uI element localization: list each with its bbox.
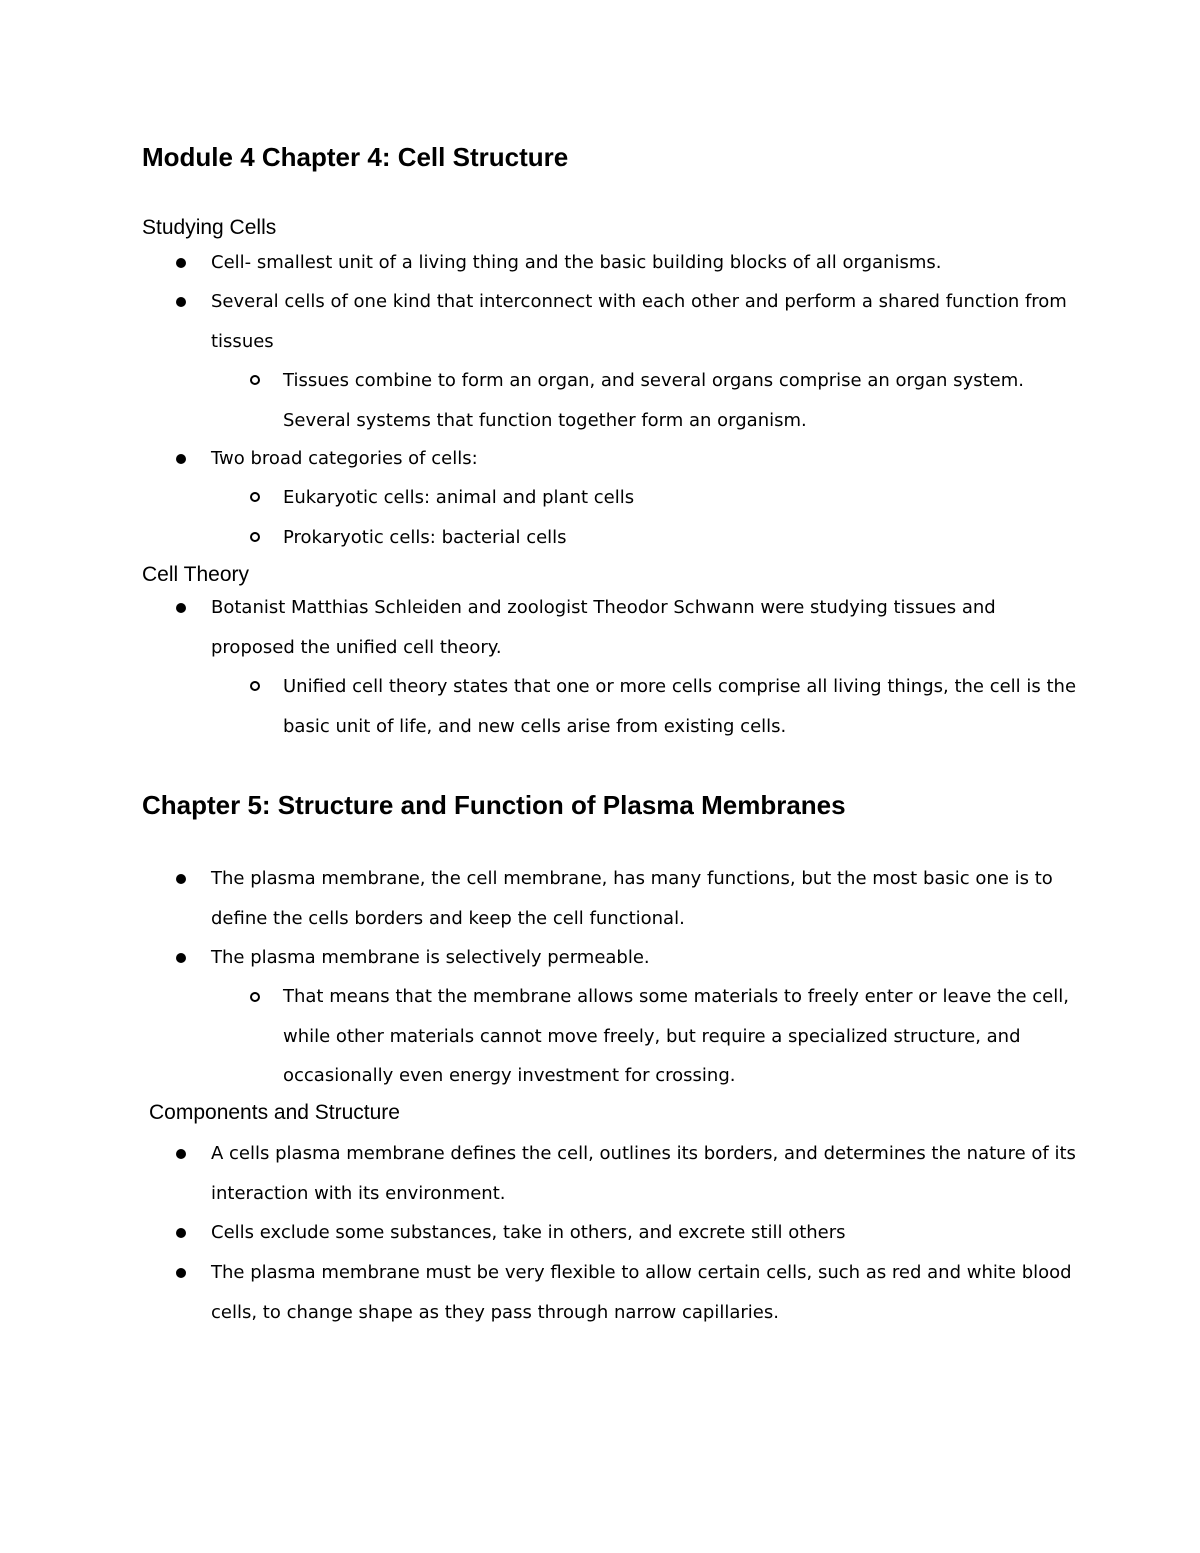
section-heading-components: Components and Structure (149, 1101, 400, 1124)
page-title: Module 4 Chapter 4: Cell Structure (142, 142, 569, 172)
list-item: That means that the membrane allows some materials to freely enter or leave the cell, while other materials cannot move freely, but require a specialized structure, and occasionally even energy investment for crossing. (283, 986, 1069, 1086)
chapter-title: Chapter 5: Structure and Function of Plasma Membranes (142, 790, 846, 820)
list-item: Cell- smallest unit of a living thing and the basic building blocks of all organisms. (211, 252, 942, 273)
list-item: Unified cell theory states that one or more cells comprise all living things, the cell is the basic unit of life, and new cells arise from existing cells. (283, 676, 1077, 737)
bullet-icon (176, 258, 186, 268)
bullet-icon (176, 1149, 186, 1159)
list-item: A cells plasma membrane defines the cell, outlines its borders, and determines the nature of its interaction with its environment. (211, 1143, 1076, 1204)
list-item: The plasma membrane is selectively permeable. (211, 947, 650, 968)
bullet-icon (176, 454, 186, 464)
circle-bullet-icon (250, 532, 260, 542)
list-item: The plasma membrane must be very flexible to allow certain cells, such as red and white blood cells, to change shape as they pass through narrow capillaries. (211, 1262, 1072, 1323)
bullet-icon (176, 297, 186, 307)
bullet-icon (176, 1268, 186, 1278)
list-item: The plasma membrane, the cell membrane, has many functions, but the most basic one is to define the cells borders and keep the cell functional. (211, 868, 1053, 929)
section-heading-cell-theory: Cell Theory (142, 563, 249, 586)
list-item: Eukaryotic cells: animal and plant cells (283, 487, 635, 508)
section-heading-studying-cells: Studying Cells (142, 216, 277, 239)
circle-bullet-icon (250, 492, 260, 502)
bullet-icon (176, 1228, 186, 1238)
list-item: Prokaryotic cells: bacterial cells (283, 527, 567, 548)
list-item: Cells exclude some substances, take in others, and excrete still others (211, 1222, 846, 1243)
bullet-icon (176, 603, 186, 613)
bullet-icon (176, 953, 186, 963)
list-item: Several cells of one kind that interconnect with each other and perform a shared function from tissues (211, 291, 1067, 352)
circle-bullet-icon (250, 681, 260, 691)
list-item: Two broad categories of cells: (211, 448, 478, 469)
list-item: Tissues combine to form an organ, and several organs comprise an organ system. Several systems that function together form an organism. (283, 370, 1024, 431)
bullet-icon (176, 874, 186, 884)
circle-bullet-icon (250, 992, 260, 1002)
list-item: Botanist Matthias Schleiden and zoologist Theodor Schwann were studying tissues and proposed the unified cell theory. (211, 597, 996, 658)
circle-bullet-icon (250, 375, 260, 385)
